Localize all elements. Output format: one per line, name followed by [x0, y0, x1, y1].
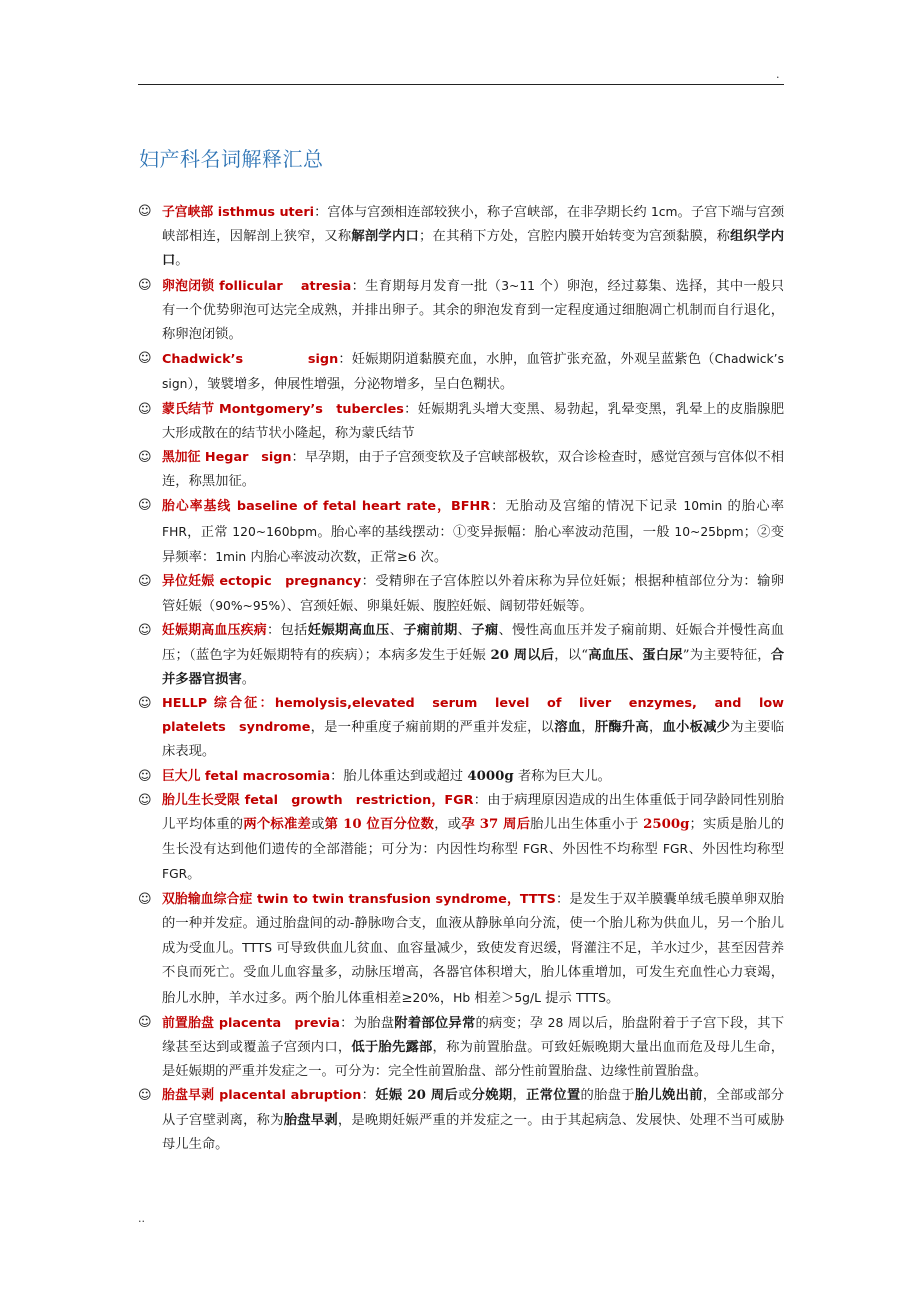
entry-text: ）、宫颈妊娠、卵巢妊娠、腹腔妊娠、阔韧带妊娠等。: [280, 599, 593, 615]
entry-text: 或: [458, 1088, 472, 1104]
entry-text: ：无胎动及宫缩的情况下记录: [490, 499, 684, 515]
entry-text: ，: [581, 720, 595, 736]
entry-emphasis: 肝酶升高: [594, 720, 649, 736]
entry-text: ，全部或部分从子宫壁剥离，称为: [162, 1088, 785, 1128]
entry-text: 内胎心率波动次数，正常≥6 次。: [246, 549, 448, 565]
entry-emphasis: 胎儿娩出前: [634, 1088, 703, 1104]
entry-text: 10min: [683, 499, 723, 514]
entry-emphasis: 20 周以后: [490, 647, 555, 663]
entry-text: 、外因性均称型: [688, 842, 784, 858]
glossary-entry-fgr: [138, 789, 784, 888]
entry-text: 的胎心率: [722, 499, 784, 515]
entry-term: 胎儿生长受限 fetal growth restriction，FGR: [162, 792, 474, 808]
entry-text: TTTS: [576, 990, 606, 1005]
page-title: 妇产科名词解释汇总: [139, 147, 324, 171]
glossary-entry-previa: [138, 1011, 784, 1085]
entry-emphasis: 第 10 位百分位数: [324, 817, 435, 833]
entry-term: 蒙氏结节 Montgomery’s tubercles: [162, 401, 404, 417]
entry-term: 前置胎盘 placenta previa: [162, 1015, 340, 1031]
header-rule: [138, 84, 784, 85]
entry-text: 提示: [540, 990, 577, 1006]
entry-text: ，或: [434, 817, 462, 833]
entry-text: 28: [547, 1015, 564, 1030]
entry-emphasis: 正常位置: [526, 1088, 581, 1104]
entry-term: Chadwick’s sign: [162, 352, 339, 368]
smiley-bullet-icon: ☺: [138, 792, 152, 808]
smiley-bullet-icon: ☺: [138, 401, 152, 417]
glossary-entry-hypertension: [138, 619, 784, 692]
footer-mark: ..: [138, 1212, 145, 1225]
glossary-entry-ectopic: [138, 570, 784, 619]
smiley-bullet-icon: ☺: [138, 1014, 152, 1030]
smiley-bullet-icon: ☺: [138, 204, 152, 219]
entry-term: 巨大儿 fetal macrosomia: [162, 768, 331, 784]
entry-text: 者称为巨大儿。: [513, 768, 611, 784]
entry-text: Chadwick’s sign: [162, 352, 784, 392]
entry-text: Hb: [453, 990, 471, 1005]
glossary-list: [138, 200, 797, 1157]
glossary-entry-atresia: [138, 274, 784, 348]
entry-text: FGR: [662, 842, 689, 857]
entry-text: 为主要临床表现。: [162, 720, 785, 760]
entry-emphasis: 组织学内口: [162, 229, 785, 269]
entry-emphasis: 两个标准差: [243, 817, 312, 833]
entry-text: 可导致供血儿贫血、血容量减少，致使发育迟缓，肾灌注不足，羊水过少，甚至因营养不良而死亡。受血儿血容量多，动脉压增高，各器官体积增大，胎儿体重增加，可发生充血性心力衰竭，胎儿水肿，羊水过多。两个胎儿体重相差≥: [162, 941, 785, 1006]
entry-text: ，称为前置胎盘。可致妊娠晚期大量出血而危及母儿生命，是妊娠期的严重并发症之一。可分为：完全性前置胎盘、部分性前置胎盘、边缘性前置胎盘。: [162, 1039, 785, 1080]
entry-emphasis: 分娩期: [471, 1088, 513, 1104]
entry-emphasis: 附着部位异常: [394, 1015, 476, 1031]
entry-text: 的胎盘于: [580, 1088, 635, 1104]
entry-text: 90%~95%: [215, 599, 281, 614]
glossary-entry-ttts: [138, 888, 784, 1011]
entry-term: 双胎输血综合症 twin to twin transfusion syndrome，TTTS: [162, 891, 556, 907]
entry-text: ；实质是胎儿的生长没有达到他们遗传的全部潜能；可分为：内因性均称型: [162, 817, 785, 858]
entry-emphasis: 孕 37 周后: [461, 817, 531, 833]
entry-text: ：受精卵在子宫体腔以外着床称为异位妊娠；根据种植部位分为：输卵管妊娠（: [162, 574, 785, 615]
entry-emphasis: 合并多器官损害: [162, 647, 784, 687]
entry-text: 。: [175, 253, 189, 269]
entry-text: 10~25bpm: [674, 524, 744, 539]
entry-emphasis: 2500g: [643, 817, 690, 833]
entry-text: ：生育期每月发育一批（: [351, 278, 502, 294]
entry-text: 。: [187, 867, 201, 883]
entry-term: HELLP 综合征：hemolysis,elevated serum level of liver enzymes, and low platelets syndrome: [162, 696, 797, 736]
entry-text: ，: [512, 1088, 527, 1104]
entry-text: 周以后，胎盘附着于子宫下段，其下缘甚至达到或覆盖子宫颈内口，: [162, 1015, 785, 1055]
glossary-entry-macrosomia: [138, 765, 784, 789]
entry-text: 、: [457, 623, 472, 639]
entry-emphasis: 妊娠 20 周后: [375, 1088, 459, 1104]
entry-text: ：妊娠期乳头增大变黑、易勃起，乳晕变黑，乳晕上的皮脂腺肥大形成散在的结节状小隆起，称为蒙氏结节: [162, 401, 785, 441]
entry-text: 1cm: [650, 205, 678, 219]
smiley-bullet-icon: ☺: [138, 277, 152, 293]
smiley-bullet-icon: ☺: [138, 768, 152, 784]
smiley-bullet-icon: ☺: [138, 696, 152, 712]
smiley-bullet-icon: ☺: [138, 351, 152, 367]
entry-emphasis: 胎盘早剥: [283, 1112, 338, 1128]
entry-text: 个）卵泡，经过募集、选择，其中一般只有一个优势卵泡可达完全成熟，并排出卵子。其余的卵泡发育到一定程度通过细胞凋亡机制而自行退化，称卵泡闭锁。: [162, 278, 785, 343]
entry-text: ；②变异频率：: [162, 524, 784, 565]
glossary-entry-abruption: [138, 1084, 784, 1157]
entry-text: ：早孕期，由于子宫颈变软及子宫峡部极软，双合诊检查时，感觉宫颈与宫体似不相连，称黑加征。: [162, 450, 784, 490]
entry-term: 异位妊娠 ectopic pregnancy: [162, 574, 362, 590]
entry-text: ，正常: [186, 524, 233, 540]
entry-text: ：胎儿体重达到或超过: [330, 768, 468, 784]
entry-text: 1min: [215, 549, 247, 564]
glossary-entry-hegar: [138, 446, 784, 494]
entry-text: ：: [361, 1088, 376, 1104]
smiley-bullet-icon: ☺: [138, 1088, 152, 1104]
smiley-bullet-icon: ☺: [138, 450, 152, 466]
entry-text: 、外因性不均称型: [548, 842, 663, 858]
entry-term: 黑加征 Hegar sign: [162, 450, 292, 466]
entry-text: ，是一种重度子痫前期的严重并发症，以: [310, 720, 555, 736]
entry-emphasis: 4000g: [467, 768, 514, 784]
entry-text: FGR: [523, 842, 549, 857]
entry-text: 的病变；孕: [475, 1015, 548, 1031]
smiley-bullet-icon: ☺: [138, 574, 152, 590]
entry-text: ：包括: [266, 623, 308, 639]
entry-text: 。子宫下端与宫颈峡部相连，因解剖上狭窄，又称: [162, 205, 784, 245]
entry-text: ：为胎盘: [339, 1015, 395, 1031]
glossary-entry-hellp: [138, 692, 797, 765]
smiley-bullet-icon: ☺: [138, 891, 152, 907]
header-mark: .: [776, 68, 780, 81]
entry-term: 胎盘早剥 placental abruption: [162, 1088, 362, 1104]
entry-text: 3~11: [501, 278, 535, 293]
entry-text: 5g/L: [514, 990, 541, 1005]
smiley-bullet-icon: ☺: [138, 498, 152, 514]
entry-text: ；在其稍下方处，宫腔内膜开始转变为宫颈黏膜，称: [419, 229, 731, 245]
entry-emphasis: 高血压、蛋白尿: [588, 647, 683, 663]
entry-term: 子宫峡部 isthmus uteri: [162, 205, 315, 220]
entry-text: 。: [241, 671, 256, 687]
entry-text: 、慢性高血压并发子痫前期、妊娠合并慢性高血压；（蓝色字为妊娠期特有的疾病）；本病多发生于妊娠: [162, 623, 785, 663]
entry-text: ：妊娠期阴道黏膜充血，水肿，血管扩张充盈，外观呈蓝紫色（: [338, 352, 715, 368]
entry-emphasis: 血小板减少: [662, 720, 731, 736]
entry-text: ，以“: [554, 647, 589, 663]
entry-text: 120~160bpm: [232, 524, 318, 539]
entry-term: 妊娠期高血压疾病: [162, 623, 267, 639]
entry-text: ：由于病理原因造成的出生体重低于同孕龄同性别胎儿平均体重的: [162, 792, 784, 833]
entry-emphasis: 子痫前期: [403, 623, 458, 639]
glossary-entry-fhr: [138, 494, 784, 570]
entry-term: 卵泡闭锁 follicular atresia: [162, 278, 352, 294]
entry-text: 或: [311, 817, 325, 833]
entry-text: 。: [605, 990, 620, 1006]
entry-emphasis: 妊娠期高血压: [307, 623, 390, 639]
glossary-entry-isthmus: [138, 200, 784, 274]
entry-text: 20%: [412, 990, 440, 1005]
entry-emphasis: 低于胎先露部: [351, 1039, 433, 1055]
entry-text: ：是发生于双羊膜囊单绒毛膜单卵双胎的一种并发症。通过胎盘间的动-静脉吻合支，血液从静脉单向分流，使一个胎儿称为供血儿，另一个胎儿成为受血儿。: [162, 891, 784, 957]
entry-text: 胎儿出生体重小于: [530, 817, 644, 833]
entry-text: ，: [648, 720, 663, 736]
entry-emphasis: 子痫: [471, 623, 499, 639]
entry-text: FHR: [162, 524, 187, 539]
entry-text: TTTS: [242, 941, 273, 956]
entry-text: ：宫体与宫颈相连部较狭小，称子宫峡部，在非孕期长约: [314, 205, 651, 220]
entry-text: 。胎心率的基线摆动：①变异振幅：胎心率波动范围，一般: [317, 524, 675, 540]
smiley-bullet-icon: ☺: [138, 623, 152, 639]
entry-emphasis: 溶血: [554, 720, 582, 736]
entry-text: FGR: [162, 867, 188, 882]
glossary-entry-chadwick: [138, 347, 784, 397]
entry-term: 胎心率基线 baseline of fetal heart rate，BFHR: [162, 499, 491, 515]
glossary-entry-montgomery: [138, 398, 784, 446]
entry-text: ”为主要特征，: [682, 647, 771, 663]
entry-text: ），皱襞增多，伸展性增强，分泌物增多，呈白色糊状。: [187, 377, 514, 393]
entry-text: 、: [389, 623, 404, 639]
entry-text: 相差＞: [470, 990, 515, 1006]
entry-text: ，是晚期妊娠严重的并发症之一。由于其起病急、发展快、处理不当可威胁母儿生命。: [162, 1112, 785, 1152]
entry-emphasis: 解剖学内口: [351, 229, 420, 245]
entry-text: ，: [439, 990, 454, 1006]
